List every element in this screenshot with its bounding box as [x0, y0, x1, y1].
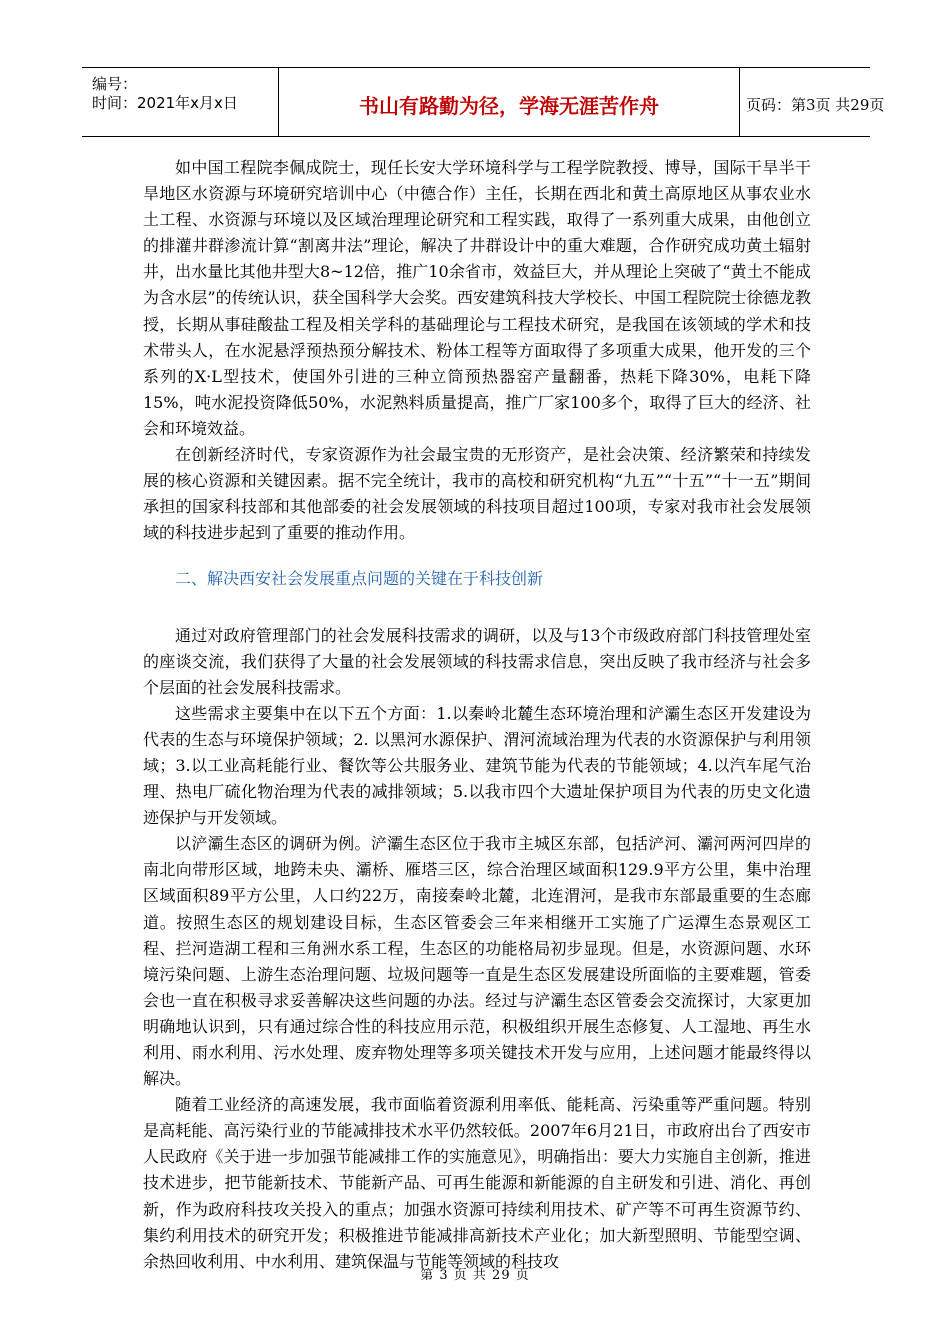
page-footer: 第 3 页 共 29 页: [420, 1268, 530, 1283]
paragraph: 在创新经济时代，专家资源作为社会最宝贵的无形资产，是社会决策、经济繁荣和持续发展的核心资源和关键因素。据不完全统计，我市的高校和研究机构“九五”“十五”“十一五”期间承担的国家科技部和其他部委的社会发展领域的科技项目超过100项，专家对我市社会发展领域的科技进步起到了重要的推动作用。: [143, 445, 811, 543]
document-body: [143, 155, 811, 1275]
paragraph: 这些需求主要集中在以下五个方面：1.以秦岭北麓生态环境治理和浐灞生态区开发建设为代表的生态与环境保护领域；2. 以黑河水源保护、渭河流域治理为代表的水资源保护与利用领域；3.以工业高耗能行业、餐饮等公共服务业、建筑节能为代表的节能领域；4.以汽车尾气治理、热电厂硫化物治理为代表的减排领域；5.以我市四个大遗址保护项目为代表的历史文化遗迹保护与开发领域。: [143, 703, 811, 828]
page-header: [82, 67, 885, 137]
paragraph: 如中国工程院李佩成院士，现任长安大学环境科学与工程学院教授、博导，国际干旱半干旱地区水资源与环境研究培训中心（中德合作）主任，长期在西北和黄土高原地区从事农业水土工程、水资源与环境以及区域治理理论研究和工程实践，取得了一系列重大成果，由他创立的排灌井群渗流计算“割离井法”理论，解决了井群设计中的重大难题，合作研究成功黄土辐射井，出水量比其他井型大8~12倍，推广10余省市，效益巨大，并从理论上突破了“黄土不能成为含水层”的传统认识，获全国科学大会奖。西安建筑科技大学校长、中国工程院院士徐德龙教授，长期从事硅酸盐工程及相关学科的基础理论与工程技术研究，是我国在该领域的学术和技术带头人，在水泥悬浮预热预分解技术、粉体工程等方面取得了多项重大成果，他开发的三个系列的X·L型技术，使国外引进的三种立筒预热器窑产量翻番，热耗下降30%，电耗下降15%，吨水泥投资降低50%，水泥熟料质量提高，推广厂家100多个，取得了巨大的经济、社会和环境效益。: [143, 158, 811, 438]
header-motto-cell: [278, 68, 740, 136]
motto: 书山有路勤为径，学海无涯苦作舟: [359, 94, 659, 118]
page-info: 页码：第3页 共29页: [746, 96, 885, 114]
section-heading: 二、解决西安社会发展重点问题的关键在于科技创新: [175, 569, 544, 589]
header-page-cell: [740, 68, 885, 136]
paragraph: 随着工业经济的高速发展，我市面临着资源利用率低、能耗高、污染重等严重问题。特别是高耗能、高污染行业的节能减排技术水平仍然较低。2007年6月21日，市政府出台了西安市人民政府《关于进一步加强节能减排工作的实施意见》，明确指出：要大力实施自主创新，推进技术进步，把节能新技术、节能新产品、可再生能源和新能源的自主研发和引进、消化、再创新，作为政府科技攻关投入的重点；加强水资源可持续利用技术、矿产等不可再生资源节约、集约利用技术的研究开发；积极推进节能减排高新技术产业化；加大新型照明、节能型空调、余热回收利用、中水利用、建筑保温与节能等领域的科技攻: [143, 1095, 811, 1271]
serial-label: 编号：: [92, 75, 138, 93]
paragraph: 通过对政府管理部门的社会发展科技需求的调研，以及与13个市级政府部门科技管理处室的座谈交流，我们获得了大量的社会发展领域的科技需求信息，突出反映了我市经济与社会多个层面的社会发展科技需求。: [143, 625, 811, 697]
time-label: 时间：2021年x月x日: [92, 94, 238, 112]
header-meta-cell: [82, 68, 278, 136]
paragraph: 以浐灞生态区的调研为例。浐灞生态区位于我市主城区东部，包括浐河、灞河两河四岸的南北向带形区域，地跨未央、灞桥、雁塔三区，综合治理区域面积129.9平方公里，集中治理区域面积89平方公里，人口约22万，南接秦岭北麓，北连渭河，是我市东部最重要的生态廊道。按照生态区的规划建设目标，生态区管委会三年来相继开工实施了广运潭生态景观区工程、拦河造湖工程和三角洲水系工程，生态区的功能格局初步显现。但是，水资源问题、水环境污染问题、上游生态治理问题、垃圾问题等一直是生态区发展建设所面临的主要难题，管委会也一直在积极寻求妥善解决这些问题的办法。经过与浐灞生态区管委会交流探讨，大家更加明确地认识到，只有通过综合性的科技应用示范，积极组织开展生态修复、人工湿地、再生水利用、雨水利用、污水处理、废弃物处理等多项关键技术开发与应用，上述问题才能最终得以解决。: [143, 834, 811, 1089]
